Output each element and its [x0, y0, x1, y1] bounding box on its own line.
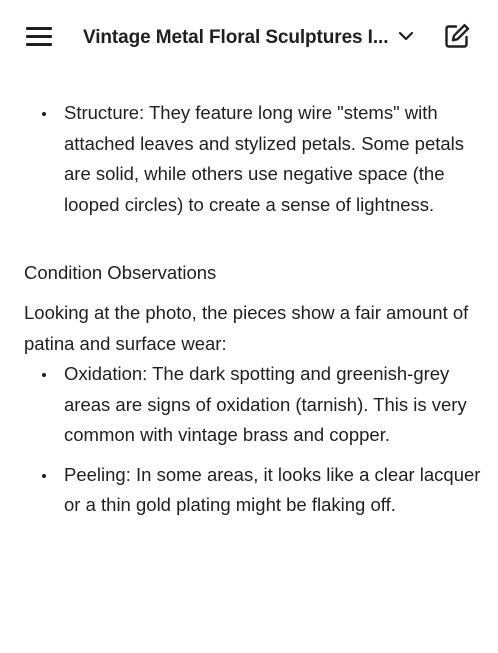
chat-title-dropdown[interactable] — [83, 24, 388, 52]
response-content — [24, 98, 484, 521]
app-header — [0, 0, 498, 74]
list-item-structure: Structure: They feature long wire "stems" with attached leaves and stylized petals. Some petals are solid, while others use negative space (the looped circles) to create a sense of lightness. — [24, 98, 484, 220]
edit-pencil-icon[interactable] — [443, 22, 471, 50]
list-item-peeling: Peeling: In some areas, it looks like a clear lacquer or a thin gold plating might be flaking off. — [24, 460, 484, 521]
list-item-oxidation: Oxidation: The dark spotting and greenish-grey areas are signs of oxidation (tarnish). This is very common with vintage brass and copper. — [24, 359, 484, 451]
chevron-down-icon[interactable] — [397, 27, 415, 45]
structure-list — [24, 98, 484, 220]
condition-intro-paragraph: Looking at the photo, the pieces show a fair amount of patina and surface wear: — [24, 302, 469, 354]
chat-title: Vintage Metal Floral Sculptures I... — [83, 27, 389, 48]
hamburger-menu-icon[interactable] — [26, 25, 54, 49]
condition-list — [24, 359, 484, 521]
section-heading-condition: Condition Observations — [24, 262, 217, 283]
